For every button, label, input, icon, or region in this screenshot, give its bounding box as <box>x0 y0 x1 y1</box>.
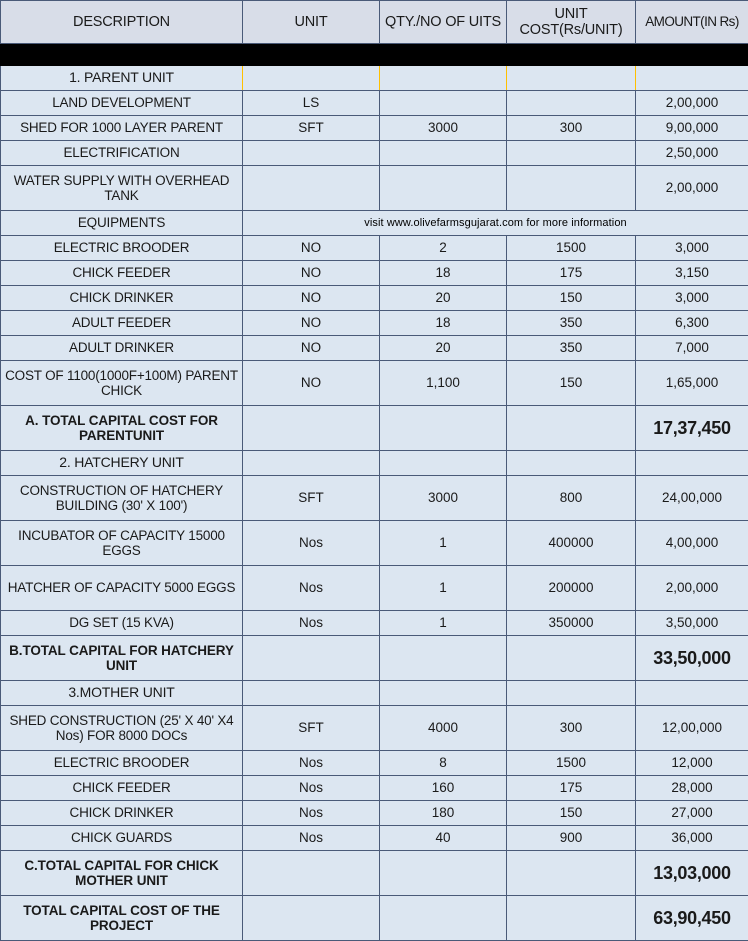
section-total-row <box>1 636 748 681</box>
cell-unit-cost: 1500 <box>507 236 636 261</box>
cell-qty <box>380 166 507 211</box>
table-header-row <box>1 1 748 44</box>
cell-qty: 18 <box>380 261 507 286</box>
cell-unit: LS <box>243 91 380 116</box>
cell-unit-cost <box>507 406 636 451</box>
cell-qty: 18 <box>380 311 507 336</box>
grand-total-row <box>1 896 748 941</box>
cell-description: CHICK DRINKER <box>1 801 243 826</box>
cell-qty <box>380 141 507 166</box>
cell-qty: 1 <box>380 566 507 611</box>
equipments-hidden-note: visit www.olivefarmsgujarat.com for more information <box>243 211 748 236</box>
cell-amount: 28,000 <box>636 776 748 801</box>
cell-unit: NO <box>243 286 380 311</box>
cell-unit: Nos <box>243 826 380 851</box>
cell-unit: Nos <box>243 521 380 566</box>
cell-grand-total-label: TOTAL CAPITAL COST OF THE PROJECT <box>1 896 243 941</box>
section-filler-cell <box>243 451 380 476</box>
cell-description: LAND DEVELOPMENT <box>1 91 243 116</box>
table-row <box>1 91 748 116</box>
cell-unit: NO <box>243 336 380 361</box>
section-title: 1. PARENT UNIT <box>1 66 243 91</box>
cell-qty: 8 <box>380 751 507 776</box>
section-total-row <box>1 851 748 896</box>
cell-description: ELECTRIC BROODER <box>1 236 243 261</box>
cell-unit-cost <box>507 636 636 681</box>
section-filler-cell <box>380 681 507 706</box>
cell-qty: 3000 <box>380 476 507 521</box>
cell-total-label: B.TOTAL CAPITAL FOR HATCHERY UNIT <box>1 636 243 681</box>
section-title: 3.MOTHER UNIT <box>1 681 243 706</box>
cell-description: COST OF 1100(1000F+100M) PARENT CHICK <box>1 361 243 406</box>
cell-amount: 3,000 <box>636 286 748 311</box>
cell-description: ADULT DRINKER <box>1 336 243 361</box>
section-filler-cell <box>636 66 748 91</box>
table-row <box>1 211 748 236</box>
cell-description: ELECTRIC BROODER <box>1 751 243 776</box>
cell-total-label: C.TOTAL CAPITAL FOR CHICK MOTHER UNIT <box>1 851 243 896</box>
cell-unit-cost: 800 <box>507 476 636 521</box>
column-header-unit: UNIT <box>243 1 380 44</box>
cell-unit: Nos <box>243 566 380 611</box>
cell-unit: SFT <box>243 706 380 751</box>
cell-unit-cost: 900 <box>507 826 636 851</box>
cell-description: INCUBATOR OF CAPACITY 15000 EGGS <box>1 521 243 566</box>
column-header-unit-cost: UNIT COST(Rs/UNIT) <box>507 1 636 44</box>
cell-qty: 180 <box>380 801 507 826</box>
section-header-row <box>1 451 748 476</box>
cell-description: HATCHER OF CAPACITY 5000 EGGS <box>1 566 243 611</box>
cell-amount: 9,00,000 <box>636 116 748 141</box>
cell-qty <box>380 636 507 681</box>
cell-unit: NO <box>243 261 380 286</box>
table-row <box>1 286 748 311</box>
table-row <box>1 261 748 286</box>
cell-description: CONSTRUCTION OF HATCHERY BUILDING (30' X 100') <box>1 476 243 521</box>
table-row <box>1 566 748 611</box>
cell-unit: Nos <box>243 751 380 776</box>
section-total-row <box>1 406 748 451</box>
table-row <box>1 116 748 141</box>
cell-unit-cost <box>507 851 636 896</box>
cell-qty <box>380 896 507 941</box>
table-row <box>1 801 748 826</box>
table-row <box>1 776 748 801</box>
cell-unit <box>243 406 380 451</box>
column-header-description: DESCRIPTION <box>1 1 243 44</box>
cell-unit-cost: 300 <box>507 706 636 751</box>
cell-unit-cost: 150 <box>507 801 636 826</box>
cell-unit-cost <box>507 166 636 211</box>
section-filler-cell <box>507 451 636 476</box>
cell-unit: Nos <box>243 611 380 636</box>
table-body <box>1 44 748 941</box>
cell-description: CHICK FEEDER <box>1 776 243 801</box>
cell-amount: 24,00,000 <box>636 476 748 521</box>
cell-amount: 3,000 <box>636 236 748 261</box>
cell-amount: 3,50,000 <box>636 611 748 636</box>
cell-qty: 1 <box>380 521 507 566</box>
cell-description: ELECTRIFICATION <box>1 141 243 166</box>
cell-unit <box>243 636 380 681</box>
cell-unit-cost: 175 <box>507 776 636 801</box>
cell-unit-cost: 200000 <box>507 566 636 611</box>
table-row <box>1 166 748 211</box>
cell-unit-cost: 1500 <box>507 751 636 776</box>
cell-qty <box>380 91 507 116</box>
cell-unit: NO <box>243 311 380 336</box>
section-filler-cell <box>243 66 380 91</box>
cell-unit <box>243 896 380 941</box>
cell-amount: 4,00,000 <box>636 521 748 566</box>
cell-description: WATER SUPPLY WITH OVERHEAD TANK <box>1 166 243 211</box>
cell-qty: 4000 <box>380 706 507 751</box>
cell-amount: 2,00,000 <box>636 566 748 611</box>
table-row <box>1 521 748 566</box>
table-row <box>1 826 748 851</box>
cell-unit: SFT <box>243 476 380 521</box>
cell-unit: SFT <box>243 116 380 141</box>
section-filler-cell <box>636 451 748 476</box>
section-header-row <box>1 66 748 91</box>
cell-unit: Nos <box>243 776 380 801</box>
cell-amount: 2,50,000 <box>636 141 748 166</box>
cell-qty: 1,100 <box>380 361 507 406</box>
section-filler-cell <box>380 66 507 91</box>
cell-unit-cost: 175 <box>507 261 636 286</box>
cell-description: DG SET (15 KVA) <box>1 611 243 636</box>
cell-description: SHED CONSTRUCTION (25' X 40' X4 Nos) FOR 8000 DOCs <box>1 706 243 751</box>
cell-unit: NO <box>243 236 380 261</box>
cell-qty: 20 <box>380 286 507 311</box>
cell-unit-cost <box>507 91 636 116</box>
cell-description: CHICK DRINKER <box>1 286 243 311</box>
cell-description: ADULT FEEDER <box>1 311 243 336</box>
section-filler-cell <box>380 451 507 476</box>
cell-unit-cost <box>507 896 636 941</box>
section-filler-cell <box>636 681 748 706</box>
cell-qty: 40 <box>380 826 507 851</box>
table-row <box>1 611 748 636</box>
cell-amount: 27,000 <box>636 801 748 826</box>
cell-qty: 1 <box>380 611 507 636</box>
cell-amount: 6,300 <box>636 311 748 336</box>
cell-amount: 7,000 <box>636 336 748 361</box>
cell-amount: 12,00,000 <box>636 706 748 751</box>
cell-total-amount: 33,50,000 <box>636 636 748 681</box>
table-row <box>1 236 748 261</box>
cell-unit <box>243 851 380 896</box>
cell-amount: 2,00,000 <box>636 91 748 116</box>
cell-description: CHICK GUARDS <box>1 826 243 851</box>
cell-qty <box>380 406 507 451</box>
cell-unit-cost: 350000 <box>507 611 636 636</box>
section-filler-cell <box>243 681 380 706</box>
cell-description: SHED FOR 1000 LAYER PARENT <box>1 116 243 141</box>
cell-amount: 12,000 <box>636 751 748 776</box>
column-header-qty: QTY./NO OF UITS <box>380 1 507 44</box>
cell-unit-cost: 350 <box>507 336 636 361</box>
table-row <box>1 141 748 166</box>
cell-unit-cost: 150 <box>507 361 636 406</box>
cell-unit <box>243 141 380 166</box>
table-row <box>1 751 748 776</box>
cell-unit-cost <box>507 141 636 166</box>
cell-qty: 160 <box>380 776 507 801</box>
cell-grand-total-amount: 63,90,450 <box>636 896 748 941</box>
cell-amount: 2,00,000 <box>636 166 748 211</box>
cell-amount: 36,000 <box>636 826 748 851</box>
capital-expense-banner-label: CAPITAL EXPENSE <box>1 44 748 66</box>
cell-unit: Nos <box>243 801 380 826</box>
table-row <box>1 706 748 751</box>
cell-unit-cost: 400000 <box>507 521 636 566</box>
table-row <box>1 336 748 361</box>
cell-total-label: A. TOTAL CAPITAL COST FOR PARENTUNIT <box>1 406 243 451</box>
cell-amount: 3,150 <box>636 261 748 286</box>
cell-unit-cost: 300 <box>507 116 636 141</box>
section-header-row <box>1 681 748 706</box>
cell-total-amount: 13,03,000 <box>636 851 748 896</box>
cell-unit <box>243 166 380 211</box>
cell-description: CHICK FEEDER <box>1 261 243 286</box>
cell-unit-cost: 150 <box>507 286 636 311</box>
table-row <box>1 361 748 406</box>
column-header-amount: AMOUNT(IN Rs) <box>636 1 748 44</box>
cell-description: EQUIPMENTS <box>1 211 243 236</box>
capital-expense-banner-row <box>1 44 748 66</box>
cell-qty: 2 <box>380 236 507 261</box>
section-filler-cell <box>507 681 636 706</box>
table-row <box>1 311 748 336</box>
cell-amount: 1,65,000 <box>636 361 748 406</box>
table-row <box>1 476 748 521</box>
cell-qty: 20 <box>380 336 507 361</box>
section-title: 2. HATCHERY UNIT <box>1 451 243 476</box>
cell-unit: NO <box>243 361 380 406</box>
section-filler-cell <box>507 66 636 91</box>
cell-qty <box>380 851 507 896</box>
table-header <box>1 1 748 44</box>
cell-total-amount: 17,37,450 <box>636 406 748 451</box>
cell-qty: 3000 <box>380 116 507 141</box>
cell-unit-cost: 350 <box>507 311 636 336</box>
